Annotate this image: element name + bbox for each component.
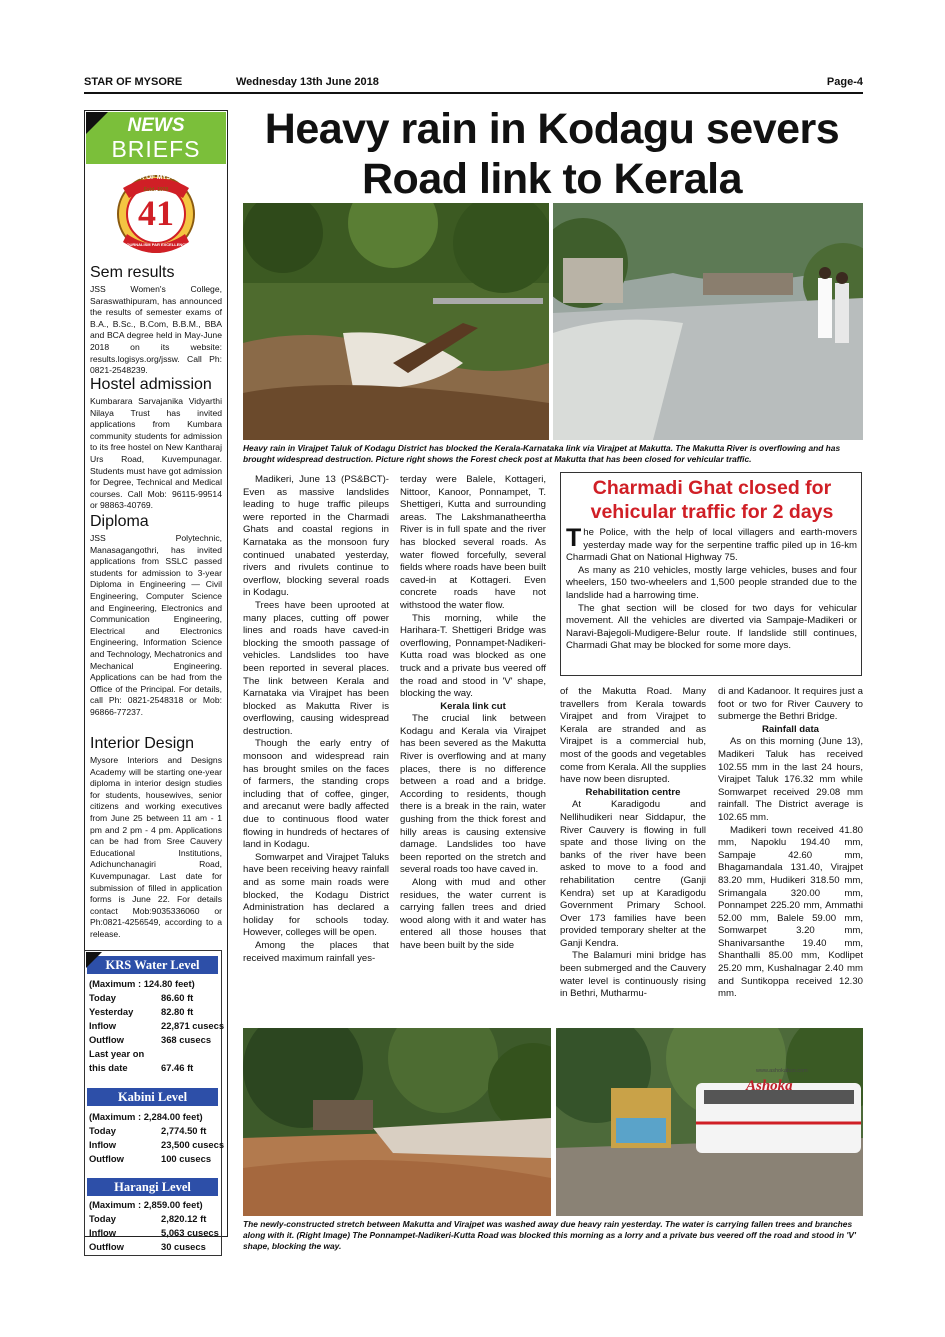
main-headline — [232, 104, 872, 204]
krs-value: 86.60 ft — [161, 992, 194, 1003]
article-paragraph: As on this morning (June 13), Madikeri Taluk has received 102.55 mm in the last 24 hours, Virajpet Taluk 176.32 mm while Somwarpet received 29.08 mm rainfall. The District average is 102.65 mm. — [718, 736, 863, 823]
kabini-row — [89, 1124, 219, 1138]
krs-row — [89, 1019, 225, 1033]
krs-row — [89, 977, 219, 991]
logo-estd: Estd. 1978 — [143, 187, 169, 193]
charmadi-paragraph: As many as 210 vehicles, mostly large vehicles, buses and four wheelers, 150 two-wheelers and 1,500 people stranded due to the landslide had a harrowing time. — [566, 564, 857, 601]
brief-heading-diploma: Diploma — [90, 513, 149, 530]
krs-value: 82.80 ft — [161, 1006, 194, 1017]
harangi-value: 5,063 cusecs — [161, 1227, 219, 1238]
krs-label: this date — [89, 1062, 128, 1073]
photo-makutta-river — [243, 203, 549, 440]
brief-text-hostel: Kumbarara Sarvajanika Vidyarthi Nilaya Trust has invited applications from Kumbara community students for admission to its free hostel on New Kantharaj Urs Road, Kuvempunagar. Students must have got admission for Degree, Technical and Medical courses. Call Mob: 96115-99514 or 98863-40769. — [90, 396, 222, 511]
kabini-table — [89, 1110, 225, 1166]
krs-label: Inflow — [89, 1020, 117, 1031]
kabini-row — [89, 1110, 219, 1124]
article-column-3 — [560, 686, 706, 1001]
news-briefs-title-top: NEWS — [127, 115, 185, 136]
photo-bus-lorry — [556, 1028, 863, 1216]
krs-row — [89, 1033, 219, 1047]
krs-label: Yesterday — [89, 1006, 134, 1017]
krs-value: 368 cusecs — [161, 1034, 212, 1045]
news-briefs-title-bottom: BRIEFS — [111, 136, 201, 162]
article-paragraph: The crucial link between Kodagu and Kerala via Virajpet has been severed as the Makutta River is overflowing and at many places, there is no difference between a road and a bridge. According to residents, though there is a break in the rain, water gushing from the thick forest and hilly areas is causing extensive damage. Landslides too have been reported on the stretch and several roads too have caved in. — [400, 713, 546, 876]
kabini-label: Today — [89, 1125, 116, 1136]
charmadi-body — [566, 524, 857, 653]
article-column-4 — [718, 686, 863, 1001]
harangi-table — [89, 1198, 219, 1254]
charmadi-headline: Charmadi Ghat closed for vehicular traffic for 2 days — [590, 477, 834, 523]
subheading-rainfall: Rainfall data — [761, 723, 820, 735]
charmadi-paragraph: he Police, with the help of local villagers and earth-movers yesterday made way for the serpentine traffic piled up in 16-km Charmadi Ghat on National Highway 75. — [566, 527, 857, 564]
krs-label: Today — [89, 992, 116, 1003]
logo-motto: JOURNALISM PAR EXCELLENCE — [124, 242, 188, 247]
article-column-2 — [400, 474, 546, 953]
subheading-rehabilitation: Rehabilitation centre — [585, 786, 681, 798]
subheading-kerala-link: Kerala link cut — [440, 700, 506, 712]
charmadi-paragraph: The ghat section will be closed for two days for vehicular movement. All the vehicles are diverted via Sampaje-Madikeri or Naravi-Bajegoli-Mudigere-Belur route. If landslide still continues, Charmadi Ghat may be blocked for some more days. — [566, 602, 857, 652]
brief-heading-hostel: Hostel admission — [90, 376, 212, 393]
top-photo-caption: Heavy rain in Virajpet Taluk of Kodagu District has blocked the Kerala-Karnataka link via Virajpet at Makutta. The Makutta River is overflowing and has brought widespread destruction. Picture right shows the Forest check post at Makutta that has been closed for vehicular traffic. — [243, 443, 841, 464]
photo-washed-road — [243, 1028, 551, 1216]
brief-text-sem: JSS Women's College, Saraswathipuram, has announced the results of semester exams of B.A., B.Sc., B.Com, B.B.M., BBA and BCA degree held in May-June 2018 on its website: results.logisys.org/jssw. Call Ph: 0821-2548239. — [90, 284, 222, 376]
corner-mark — [86, 112, 108, 134]
krs-title: KRS Water Level — [87, 956, 218, 974]
publication-name: STAR OF MYSORE — [84, 76, 183, 88]
article-paragraph: At Karadigodu and Nellihudikeri near Siddapur, the River Cauvery is flowing in full spate and those living on the banks of the river have been asked to move to a food and rehabilitation centre (Ganji Kendra) set up at Karadigodu Government Primary School. Over 173 families have been provided temporary shelter at the Ganji Kendra. — [560, 799, 706, 949]
header-rule — [84, 92, 863, 94]
kabini-label: Inflow — [89, 1139, 117, 1150]
article-paragraph: Trees have been uprooted at many places, cutting off power lines and roads have caved-in blocking the smooth passage of vehicles. Landslides too have been reported in several places. The link between Kerala and Karnataka via Virajpet has been blocked as Makutta River is overflowing, causing widespread destruction. — [243, 599, 389, 737]
harangi-label: (Maximum : 2,859.00 feet) — [89, 1199, 203, 1210]
harangi-row — [89, 1212, 219, 1226]
brief-text-interior: Mysore Interiors and Designs Academy will be starting one-year diploma in interior design studies for students, housewives, senior citizens and working executives from June 25 between 11 am - 1 pm and 2 pm - 4 pm. Applications can be had from Sree Cauvery Educational Institutions, Adichunchanagiri Road, Kuvempunagar. Last date for submission of filled in application forms is June 22. For details contact Mob:9035336060 or Ph:0821-4256549, according to a release. — [90, 755, 222, 939]
kabini-value: 2,774.50 ft — [161, 1125, 207, 1136]
krs-row — [89, 991, 219, 1005]
harangi-label: Today — [89, 1213, 116, 1224]
page-number: Page-4 — [826, 76, 863, 88]
kabini-value: 23,500 cusecs — [161, 1139, 225, 1150]
article-paragraph: This morning, while the Harihara-T. Shettigeri Bridge was overflowing, Ponnampet-Nadikeri-Kutta road was blocked as one truck and a private bus veered off the road and stood in 'V' shape, blocking the way. — [400, 612, 546, 700]
issue-date: Wednesday 13th June 2018 — [236, 76, 379, 88]
krs-row — [89, 1047, 219, 1061]
krs-label: Last year on — [89, 1048, 145, 1059]
kabini-row — [89, 1152, 219, 1166]
bottom-photo-caption: The newly-constructed stretch between Makutta and Virajpet was washed away due heavy rain yesterday. The water is carrying fallen trees and branches along with it. (Right Image) The Ponnampet-Nadikeri-Kutta Road was blocked this morning as a lorry and a private bus veered off the road and stood in 'V' shape, blocking the way. — [243, 1219, 856, 1251]
brief-heading-interior: Interior Design — [90, 735, 195, 752]
article-paragraph: Somwarpet and Virajpet Taluks have been receiving heavy rainfall and as some main roads were blocked, the Kodagu District Administration has declared a holiday for schools today. However, colleges will be open. — [243, 851, 389, 939]
headline-line-2: Road link to Kerala — [362, 155, 742, 203]
kabini-value: 100 cusecs — [161, 1153, 212, 1164]
krs-value: 22,871 cusecs — [161, 1020, 225, 1031]
krs-row — [89, 1061, 219, 1075]
kabini-label: (Maximum : 2,284.00 feet) — [89, 1111, 203, 1122]
charmadi-dropcap: T — [566, 524, 582, 552]
bus-sign: Ashoka — [746, 1078, 793, 1094]
article-paragraph: Madikeri town received 41.80 mm, Napoklu 194.40 mm, Sampaje 42.60 mm, Bhagamandala 131.40, Virajpet 83.20 mm, Hudikeri 318.50 mm, Srimangala 320.00 mm, Ponnampet 225.20 mm, Ammathi 52.00 mm, Balele 59.00 mm, Somwarpet 3.20 mm, Shanivarsanthe 19.40 mm, Shanthalli 85.00 mm, Kodlipet 25.20 mm, Kushalnagar 2.40 mm and Suntikoppa received 12.30 mm. — [718, 824, 863, 1000]
photo-forest-check-post — [553, 203, 863, 440]
kabini-row — [89, 1138, 225, 1152]
bus-sign-small: www.ashokabus.com — [756, 1068, 808, 1074]
article-paragraph: Though the early entry of monsoon and widespread rain has brought smiles on the faces of farmers, the standing crops including that of coffee, ginger, and arecanut were badly affected due to continuous flood water flowing in hundreds of hectares of land in Kodagu. — [243, 738, 389, 851]
logo-number: 41 — [138, 193, 174, 233]
logo-name: STAR OF MYSORE — [127, 174, 185, 181]
article-paragraph: terday were Balele, Kottageri, Nittoor, Kanoor, Ponnampet, T. Shettigeri, Kutta and surrounding areas. The Lakshmanatheertha River is in full spate and the river has blocked several roads. As water flowed forcefully, several fields where roads have been built caved-in at Kottageri. Even concrete roads have not withstood the water flow. — [400, 474, 546, 611]
article-paragraph: di and Kadanoor. It requires just a foot or two for River Cauvery to submerge the Bethri Bridge. — [718, 686, 863, 723]
anniversary-logo — [117, 168, 195, 260]
headline-line-1: Heavy rain in Kodagu severs — [264, 105, 840, 153]
krs-table — [89, 977, 225, 1075]
harangi-label: Outflow — [89, 1241, 124, 1252]
brief-heading-sem: Sem results — [90, 264, 175, 281]
article-paragraph: The Balamuri mini bridge has been submerged and the Cauvery water level is continuously rising in Bethri, Mutharmu- — [560, 950, 706, 1000]
krs-row — [89, 1005, 219, 1019]
harangi-value: 2,820.12 ft — [161, 1213, 207, 1224]
harangi-label: Inflow — [89, 1227, 117, 1238]
harangi-row — [89, 1226, 219, 1240]
water-corner-mark — [86, 952, 102, 968]
harangi-row — [89, 1198, 219, 1212]
krs-value: 67.46 ft — [161, 1062, 194, 1073]
article-paragraph: Madikeri, June 13 (PS&BCT)- Even as massive landslides leading to huge traffic pileups were reported in the Charmadi Ghats and coastal regions in Karnataka as the monsoon fury continued unabated yesterday, rivers and rivulets continue to overflow, blocking several roads in Kodagu. — [243, 474, 389, 599]
krs-label: (Maximum : 124.80 feet) — [89, 978, 195, 989]
article-paragraph: Along with mud and other residues, the water current is carrying fallen trees and dried wood along with it and water has entered all those houses that have been built by the side — [400, 877, 546, 951]
krs-label: Outflow — [89, 1034, 124, 1045]
harangi-value: 30 cusecs — [161, 1241, 206, 1252]
article-paragraph: Among the places that received maximum rainfall yes- — [243, 939, 389, 964]
harangi-row — [89, 1240, 219, 1254]
kabini-title: Kabini Level — [87, 1088, 218, 1106]
kabini-label: Outflow — [89, 1153, 124, 1164]
article-paragraph: of the Makutta Road. Many travellers from Kerala towards Virajpet and from Virajpet to Kerala are stranded and as Virajpet is a commercial hub, most of the goods and vegetables come from Kerala. All the supplies have now been disrupted. — [560, 686, 706, 786]
brief-text-diploma: JSS Polytechnic, Manasagangothri, has invited applications from SSLC passed students for admission to 3-year Diploma in Engineering — Civil Engineering, Computer Science and Engineering, Electronics and Communication Engineering, Electrical and Electronics Engineering, Information Science and Technology, Mechatronics and Mechanical Engineering. Applications can be had from the Office of the Principal. For details, call Ph: 0821-2548318 or Mob: 96866-77237. — [90, 533, 223, 717]
harangi-title: Harangi Level — [87, 1178, 218, 1196]
article-column-1 — [243, 474, 389, 965]
